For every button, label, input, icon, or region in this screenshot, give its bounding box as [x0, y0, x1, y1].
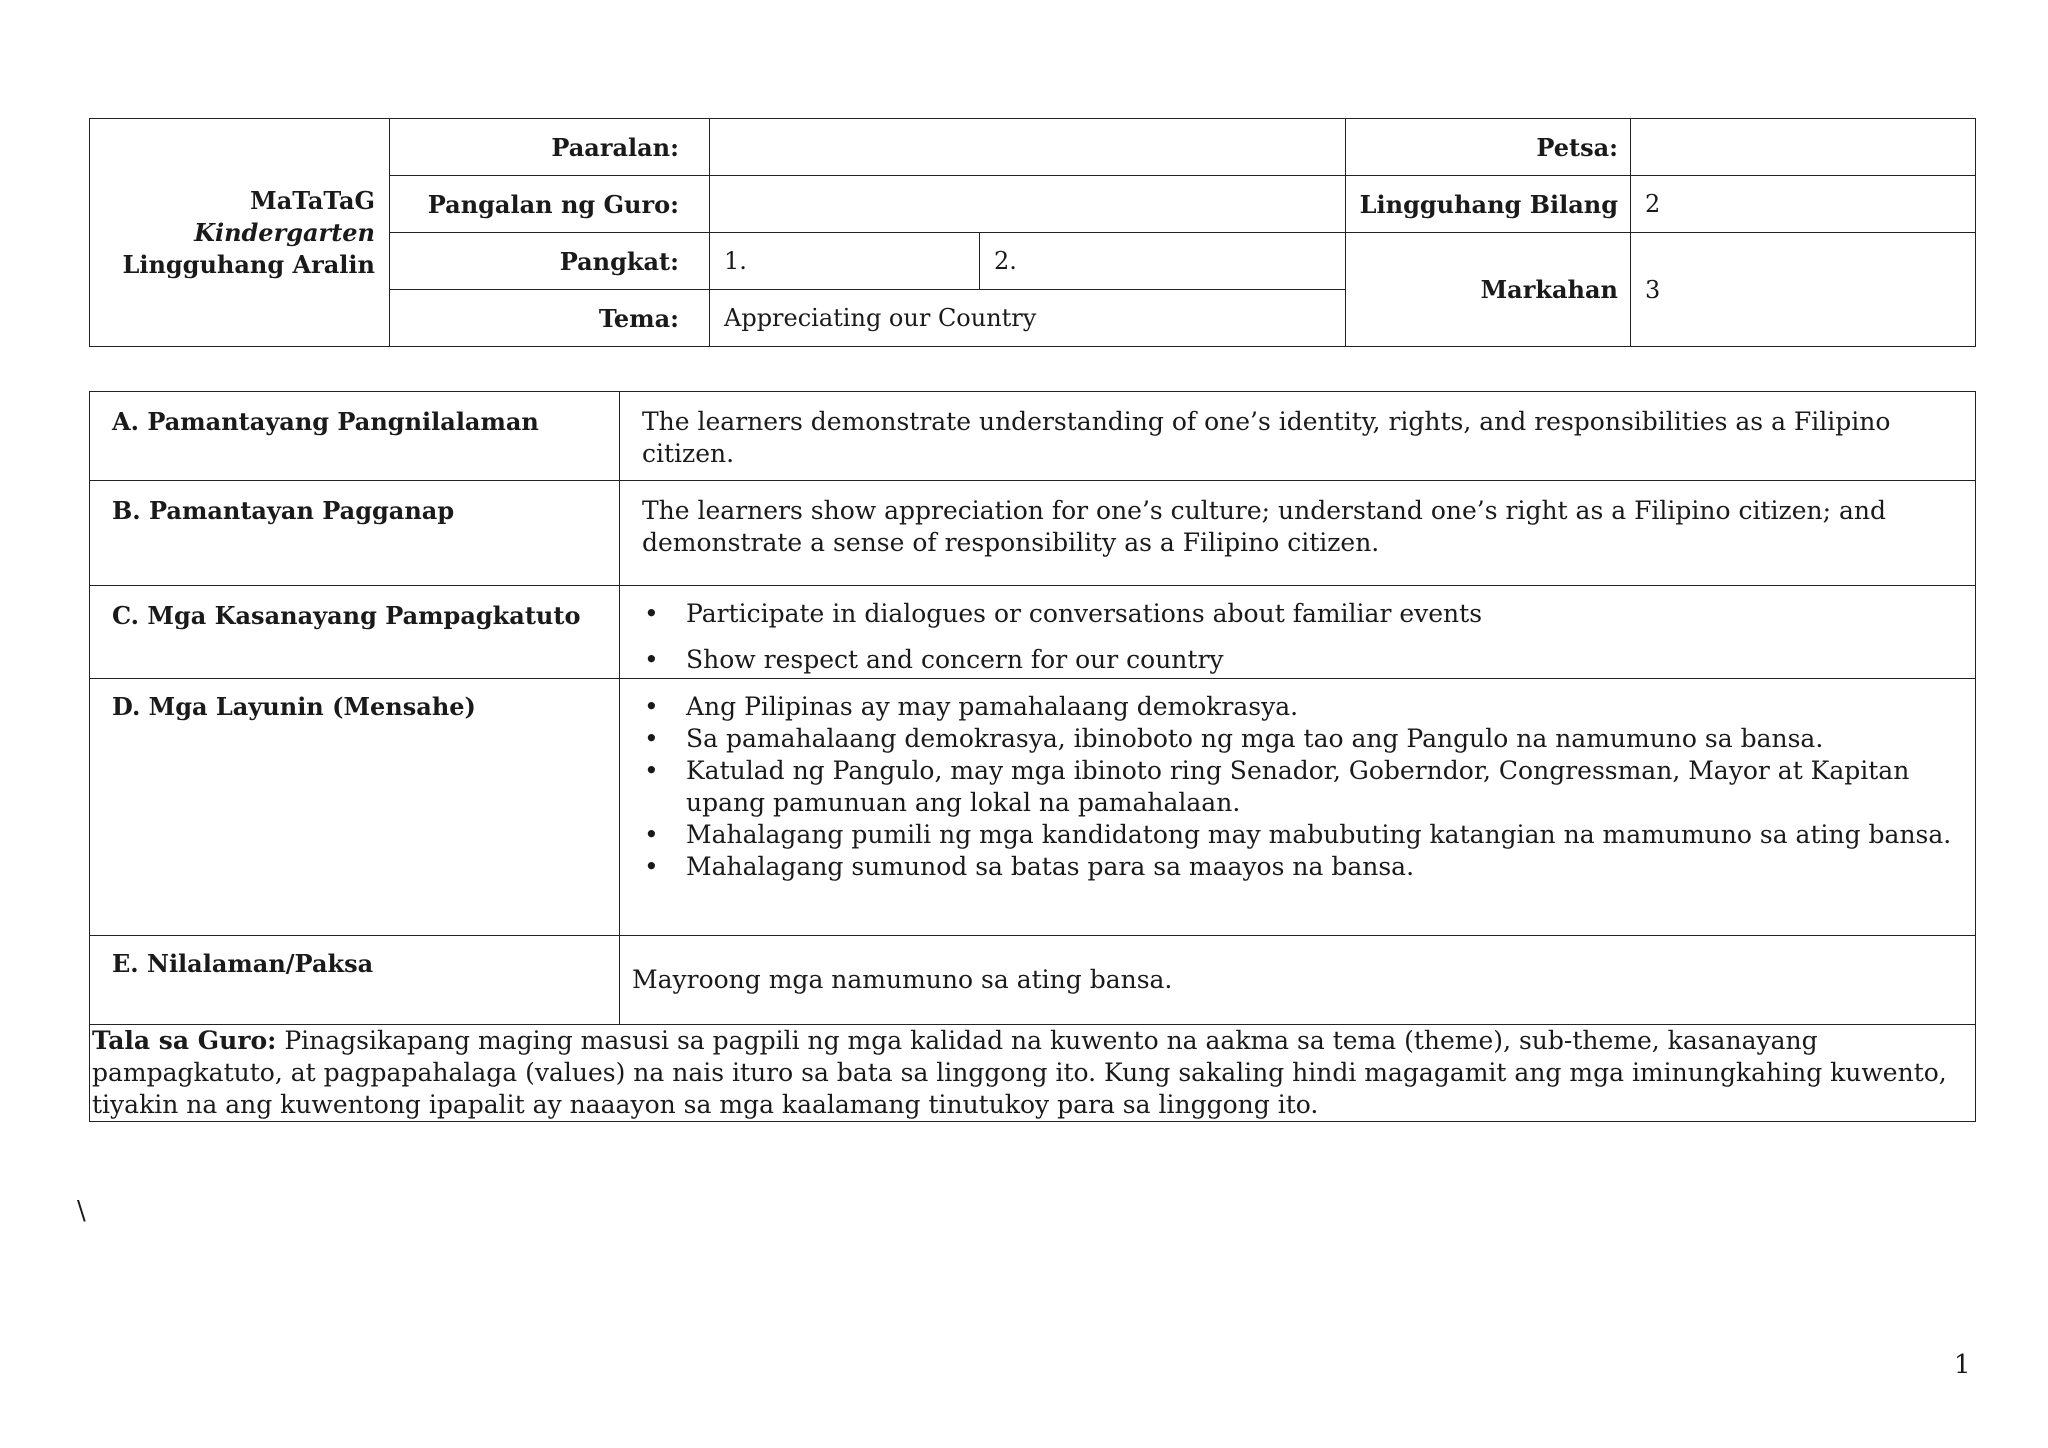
- section-label: Pangkat:: [390, 233, 710, 290]
- section-a-heading: A. Pamantayang Pangnilalaman: [90, 392, 620, 481]
- teacher-note-text: Pinagsikapang maging masusi sa pagpili ng mga kalidad na kuwento na aakma sa tema (theme), sub-theme, kasanayang pampagkatuto, at pagpapahalaga (values) na nais ituro sa bata sa linggong ito. Kung sakaling hindi magagamit ang mga iminungkahing kuwento, tiyakin na ang kuwentong ipapalit ay naaayon sa mga kaalamang tinutukoy para sa linggong ito.: [92, 1026, 1947, 1119]
- section-d-heading: D. Mga Layunin (Mensahe): [90, 679, 620, 936]
- teacher-note-label: Tala sa Guro:: [92, 1026, 277, 1055]
- bullet-icon: •: [644, 599, 659, 628]
- quarter-label: Markahan: [1346, 233, 1631, 347]
- list-item-text: Katulad ng Pangulo, may mga ibinoto ring Senador, Goberndor, Congressman, Mayor at Kapitan upang pamunuan ang lokal na pamahalaan.: [686, 756, 1910, 817]
- section-e-heading: E. Nilalaman/Paksa: [90, 936, 620, 1025]
- section-d-body: [620, 679, 1976, 936]
- list-item-text: Mahalagang pumili ng mga kandidatong may mabubuting katangian na mamumuno sa ating bansa.: [686, 820, 1952, 849]
- bullet-icon: •: [644, 645, 659, 674]
- list-item: [642, 819, 1953, 851]
- section-b-text: The learners show appreciation for one’s culture; understand one’s right as a Filipino citizen; and demonstrate a sense of responsibility as a Filipino citizen.: [620, 481, 1976, 586]
- stray-mark: \: [77, 1196, 86, 1226]
- theme-value[interactable]: Appreciating our Country: [710, 290, 1346, 347]
- list-item-text: Show respect and concern for our country: [686, 645, 1224, 674]
- section-c-list: [642, 598, 1953, 676]
- list-item-text: Ang Pilipinas ay may pamahalaang demokrasya.: [686, 692, 1299, 721]
- lesson-content-table: [89, 391, 1976, 1122]
- section-c-body: [620, 586, 1976, 679]
- list-item: [642, 755, 1953, 819]
- section-value-2[interactable]: 2.: [980, 233, 1346, 290]
- week-value[interactable]: 2: [1631, 176, 1976, 233]
- title-line-3: Lingguhang Aralin: [122, 249, 375, 279]
- teacher-value[interactable]: [710, 176, 1346, 233]
- bullet-icon: •: [644, 852, 659, 881]
- week-label: Lingguhang Bilang: [1346, 176, 1631, 233]
- quarter-value[interactable]: 3: [1631, 233, 1976, 347]
- bullet-icon: •: [644, 756, 659, 785]
- list-item: [642, 723, 1953, 755]
- section-a-text: The learners demonstrate understanding of one’s identity, rights, and responsibilities as a Filipino citizen.: [620, 392, 1976, 481]
- lesson-title: [90, 119, 390, 347]
- bullet-icon: •: [644, 820, 659, 849]
- teacher-label: Pangalan ng Guro:: [390, 176, 710, 233]
- school-value[interactable]: [710, 119, 1346, 176]
- school-label: Paaralan:: [390, 119, 710, 176]
- date-value[interactable]: [1631, 119, 1976, 176]
- list-item-text: Participate in dialogues or conversations about familiar events: [686, 599, 1483, 628]
- teacher-note: [90, 1025, 1976, 1122]
- lesson-header-table: [89, 118, 1976, 347]
- section-b-heading: B. Pamantayan Pagganap: [90, 481, 620, 586]
- section-d-list: [642, 691, 1953, 883]
- section-c-heading: C. Mga Kasanayang Pampagkatuto: [90, 586, 620, 679]
- section-e-text: Mayroong mga namumuno sa ating bansa.: [620, 936, 1976, 1025]
- list-item-text: Sa pamahalaang demokrasya, ibinoboto ng mga tao ang Pangulo na namumuno sa bansa.: [686, 724, 1824, 753]
- list-item: [642, 851, 1953, 883]
- bullet-icon: •: [644, 724, 659, 753]
- list-item: [642, 644, 1953, 676]
- title-line-2: Kindergarten: [194, 217, 375, 247]
- list-item: [642, 691, 1953, 723]
- list-item: [642, 598, 1953, 630]
- page-number: 1: [1954, 1350, 1971, 1380]
- section-value-1[interactable]: 1.: [710, 233, 980, 290]
- list-item-text: Mahalagang sumunod sa batas para sa maayos na bansa.: [686, 852, 1415, 881]
- theme-label: Tema:: [390, 290, 710, 347]
- bullet-icon: •: [644, 692, 659, 721]
- date-label: Petsa:: [1346, 119, 1631, 176]
- title-line-1: MaTaTaG: [250, 185, 375, 215]
